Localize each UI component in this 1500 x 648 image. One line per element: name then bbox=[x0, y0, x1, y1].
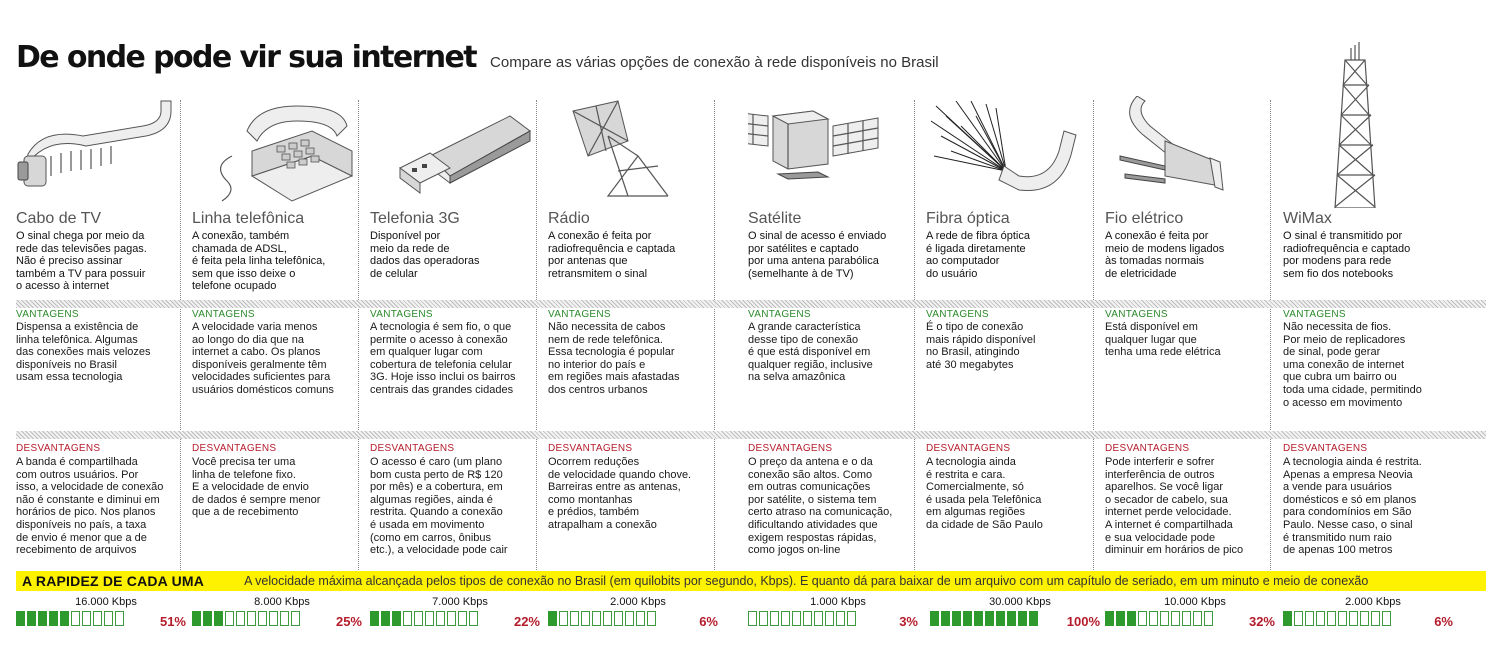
speed-kbps: 10.000 Kbps bbox=[1164, 596, 1226, 608]
speed-block bbox=[996, 611, 1005, 626]
speed-block bbox=[1338, 611, 1347, 626]
vantagens-label: VANTAGENS bbox=[748, 309, 811, 320]
speed-block bbox=[930, 611, 939, 626]
speed-block bbox=[1018, 611, 1027, 626]
column-title: Cabo de TV bbox=[16, 210, 102, 227]
column-title: Satélite bbox=[748, 210, 802, 227]
speed-block bbox=[814, 611, 823, 626]
vantagens-label: VANTAGENS bbox=[1283, 309, 1346, 320]
speed-block bbox=[1029, 611, 1038, 626]
transmission-tower-icon bbox=[1283, 40, 1461, 208]
speed-meter bbox=[1105, 596, 1283, 632]
speed-block bbox=[458, 611, 467, 626]
column-description: O sinal é transmitido por radiofrequência e captado por modens para rede sem fio dos notebooks bbox=[1283, 230, 1411, 280]
column-fibra-optica bbox=[926, 96, 1104, 570]
speed-block bbox=[82, 611, 91, 626]
speed-meter bbox=[548, 596, 726, 632]
speed-block bbox=[1138, 611, 1147, 626]
column-title: Fibra óptica bbox=[926, 210, 1010, 227]
column-fio-eletrico bbox=[1105, 96, 1283, 570]
speed-blocks bbox=[930, 611, 1038, 626]
speed-block bbox=[974, 611, 983, 626]
speed-block bbox=[614, 611, 623, 626]
telephone-icon bbox=[192, 96, 370, 208]
desvantagens-label: DESVANTAGENS bbox=[16, 443, 101, 454]
column-description: O sinal chega por meio da rede das televisões pagas. Não é preciso assinar também a TV para possuir o acesso à internet bbox=[16, 230, 147, 293]
speed-kbps: 30.000 Kbps bbox=[989, 596, 1051, 608]
speed-percent: 100% bbox=[1066, 614, 1100, 629]
desvantagens-text: Pode interferir e sofrer interferência de outros aparelhos. Se você ligar o secador de cabelo, sua internet perde velocidade. A internet é compartilhada e sua velocidade pode diminuir em horários de pico bbox=[1105, 456, 1244, 557]
vantagens-label: VANTAGENS bbox=[1105, 309, 1168, 320]
speed-block bbox=[192, 611, 201, 626]
speed-block bbox=[115, 611, 124, 626]
speed-block bbox=[1160, 611, 1169, 626]
speed-block bbox=[71, 611, 80, 626]
column-description: Disponível por meio da rede de dados das operadoras de celular bbox=[370, 230, 480, 280]
speed-block bbox=[1182, 611, 1191, 626]
speed-block bbox=[236, 611, 245, 626]
speed-block bbox=[792, 611, 801, 626]
speed-block bbox=[1127, 611, 1136, 626]
speed-block bbox=[1105, 611, 1114, 626]
column-title: Telefonia 3G bbox=[370, 210, 460, 227]
speed-block bbox=[603, 611, 612, 626]
usb-modem-icon bbox=[370, 96, 548, 208]
speed-block bbox=[1294, 611, 1303, 626]
speed-block bbox=[592, 611, 601, 626]
speed-block bbox=[985, 611, 994, 626]
speed-percent: 32% bbox=[1248, 614, 1275, 629]
vantagens-label: VANTAGENS bbox=[192, 309, 255, 320]
speed-block bbox=[748, 611, 757, 626]
vantagens-label: VANTAGENS bbox=[548, 309, 611, 320]
column-description: A conexão é feita por meio de modens ligados às tomadas normais de eletricidade bbox=[1105, 230, 1225, 280]
speed-block bbox=[1283, 611, 1292, 626]
speed-blocks bbox=[1105, 611, 1213, 626]
speed-blocks bbox=[548, 611, 656, 626]
speed-block bbox=[625, 611, 634, 626]
vantagens-text: Está disponível em qualquer lugar que tenha uma rede elétrica bbox=[1105, 321, 1221, 359]
speed-block bbox=[781, 611, 790, 626]
speed-meter bbox=[370, 596, 548, 632]
speed-block bbox=[1149, 611, 1158, 626]
speed-block bbox=[1360, 611, 1369, 626]
speed-block bbox=[1327, 611, 1336, 626]
speed-meter bbox=[1283, 596, 1461, 632]
speed-block bbox=[1305, 611, 1314, 626]
speed-block bbox=[60, 611, 69, 626]
desvantagens-text: A banda é compartilhada com outros usuários. Por isso, a velocidade de conexão não é constante e diminui em horários de pico. Nos planos disponíveis no país, a taxa de envio é menor que a de recebimento de arquivos bbox=[16, 456, 164, 557]
column-satelite bbox=[748, 96, 926, 570]
vantagens-text: A grande característica desse tipo de conexão é que está disponível em qualquer região, inclusive na selva amazônica bbox=[748, 321, 873, 384]
speed-meter bbox=[192, 596, 370, 632]
desvantagens-label: DESVANTAGENS bbox=[748, 443, 833, 454]
desvantagens-label: DESVANTAGENS bbox=[370, 443, 455, 454]
page-title: De onde pode vir sua internet bbox=[16, 40, 477, 75]
optical-fiber-icon bbox=[926, 96, 1104, 208]
speed-block bbox=[1382, 611, 1391, 626]
speed-block bbox=[581, 611, 590, 626]
column-wimax bbox=[1283, 96, 1461, 570]
radio-antenna-icon bbox=[548, 96, 726, 208]
header bbox=[16, 40, 939, 80]
speed-block bbox=[436, 611, 445, 626]
speed-meter bbox=[930, 596, 1108, 632]
speed-block bbox=[104, 611, 113, 626]
speed-block bbox=[392, 611, 401, 626]
desvantagens-label: DESVANTAGENS bbox=[192, 443, 277, 454]
speed-block bbox=[803, 611, 812, 626]
speed-block bbox=[559, 611, 568, 626]
speed-block bbox=[291, 611, 300, 626]
speed-blocks bbox=[1283, 611, 1391, 626]
vantagens-label: VANTAGENS bbox=[16, 309, 79, 320]
speed-block bbox=[636, 611, 645, 626]
speed-kbps: 2.000 Kbps bbox=[1345, 596, 1401, 608]
desvantagens-label: DESVANTAGENS bbox=[1105, 443, 1190, 454]
speed-block bbox=[836, 611, 845, 626]
speed-blocks bbox=[748, 611, 856, 626]
speed-percent: 22% bbox=[513, 614, 540, 629]
power-plug-icon bbox=[1105, 96, 1283, 208]
speed-block bbox=[963, 611, 972, 626]
vantagens-label: VANTAGENS bbox=[370, 309, 433, 320]
speed-block bbox=[1371, 611, 1380, 626]
vantagens-text: Dispensa a existência de linha telefônica. Algumas das conexões mais velozes disponíveis no Brasil usam essa tecnologia bbox=[16, 321, 151, 384]
column-title: Linha telefônica bbox=[192, 210, 305, 227]
speed-block bbox=[38, 611, 47, 626]
speed-percent: 6% bbox=[699, 614, 718, 629]
speed-block bbox=[1171, 611, 1180, 626]
speed-block bbox=[1116, 611, 1125, 626]
speed-block bbox=[381, 611, 390, 626]
speed-block bbox=[1349, 611, 1358, 626]
speed-block bbox=[952, 611, 961, 626]
satellite-icon bbox=[748, 96, 926, 208]
speed-block bbox=[16, 611, 25, 626]
vantagens-text: Não necessita de fios. Por meio de replicadores de sinal, pode gerar uma conexão de internet que cubra um bairro ou toda uma cidade, permitindo o acesso em movimento bbox=[1283, 321, 1422, 409]
speed-block bbox=[548, 611, 557, 626]
speed-block bbox=[647, 611, 656, 626]
speed-block bbox=[425, 611, 434, 626]
page-subtitle: Compare as várias opções de conexão à rede disponíveis no Brasil bbox=[490, 54, 939, 71]
speed-block bbox=[225, 611, 234, 626]
speed-block bbox=[258, 611, 267, 626]
speed-block bbox=[49, 611, 58, 626]
speed-block bbox=[203, 611, 212, 626]
speed-percent: 6% bbox=[1434, 614, 1453, 629]
column-telefonia-3g bbox=[370, 96, 548, 570]
speed-block bbox=[1193, 611, 1202, 626]
desvantagens-text: Você precisa ter uma linha de telefone fixo. E a velocidade de envio de dados é sempre menor que a de recebimento bbox=[192, 456, 321, 519]
speed-percent: 25% bbox=[335, 614, 362, 629]
speed-meter bbox=[16, 596, 194, 632]
speed-meter bbox=[748, 596, 926, 632]
desvantagens-text: O acesso é caro (um plano bom custa perto de R$ 120 por mês) e a cobertura, em algumas regiões, ainda é restrita. Quando a conexão é usada em movimento (como em carros, ônibus etc.), a velocidade pode cair bbox=[370, 456, 508, 557]
column-description: A rede de fibra óptica é ligada diretamente ao computador do usuário bbox=[926, 230, 1030, 280]
speed-kbps: 1.000 Kbps bbox=[810, 596, 866, 608]
desvantagens-label: DESVANTAGENS bbox=[926, 443, 1011, 454]
column-title: Rádio bbox=[548, 210, 590, 227]
speed-block bbox=[247, 611, 256, 626]
speed-block bbox=[570, 611, 579, 626]
column-description: A conexão, também chamada de ADSL, é feita pela linha telefônica, sem que isso deixe o telefone ocupado bbox=[192, 230, 326, 293]
speed-kbps: 7.000 Kbps bbox=[432, 596, 488, 608]
speed-percent: 3% bbox=[899, 614, 918, 629]
speed-block bbox=[403, 611, 412, 626]
desvantagens-text: A tecnologia ainda é restrita. Apenas a empresa Neovia a vende para usuários domésticos e só em planos para condomínios em São Paulo. Nesse caso, o sinal é transmitido num raio de apenas 100 metros bbox=[1283, 456, 1422, 557]
vantagens-text: Não necessita de cabos nem de rede telefônica. Essa tecnologia é popular no interior do país e em regiões mais afastadas dos centros urbanos bbox=[548, 321, 680, 396]
speed-section-description: A velocidade máxima alcançada pelos tipos de conexão no Brasil (em quilobits por segundo, Kbps). E quanto dá para baixar de um arquivo com um capítulo de seriado, em um minuto e meio de conexão bbox=[244, 574, 1369, 588]
speed-block bbox=[414, 611, 423, 626]
speed-block bbox=[825, 611, 834, 626]
desvantagens-text: O preço da antena e o da conexão são altos. Como em outras comunicações por satélite, o sistema tem certo atraso na comunicação, dificultando atividades que exigem respostas rápidas, como jogos on-line bbox=[748, 456, 893, 557]
desvantagens-text: Ocorrem reduções de velocidade quando chove. Barreiras entre as antenas, como montanhas e prédios, também atrapalham a conexão bbox=[548, 456, 692, 531]
column-title: WiMax bbox=[1283, 210, 1332, 227]
column-description: A conexão é feita por radiofrequência e captada por antenas que retransmitem o sinal bbox=[548, 230, 676, 280]
vantagens-text: É o tipo de conexão mais rápido disponível no Brasil, atingindo até 30 megabytes bbox=[926, 321, 1036, 371]
speed-block bbox=[269, 611, 278, 626]
column-description: O sinal de acesso é enviado por satélites e captado por uma antena parabólica (semelhante à de TV) bbox=[748, 230, 887, 280]
desvantagens-text: A tecnologia ainda é restrita e cara. Comercialmente, só é usada pela Telefônica em algumas regiões da cidade de São Paulo bbox=[926, 456, 1043, 531]
column-radio bbox=[548, 96, 726, 570]
speed-section-banner bbox=[16, 571, 1486, 591]
coaxial-cable-icon bbox=[16, 96, 194, 208]
desvantagens-label: DESVANTAGENS bbox=[1283, 443, 1368, 454]
speed-block bbox=[469, 611, 478, 626]
column-linha-telefonica bbox=[192, 96, 370, 570]
desvantagens-label: DESVANTAGENS bbox=[548, 443, 633, 454]
speed-block bbox=[1204, 611, 1213, 626]
speed-block bbox=[847, 611, 856, 626]
speed-blocks bbox=[16, 611, 124, 626]
speed-kbps: 2.000 Kbps bbox=[610, 596, 666, 608]
speed-kbps: 16.000 Kbps bbox=[75, 596, 137, 608]
vantagens-label: VANTAGENS bbox=[926, 309, 989, 320]
speed-block bbox=[759, 611, 768, 626]
speed-block bbox=[770, 611, 779, 626]
speed-block bbox=[1007, 611, 1016, 626]
column-cabo-de-tv bbox=[16, 96, 194, 570]
speed-blocks bbox=[370, 611, 478, 626]
speed-block bbox=[1316, 611, 1325, 626]
speed-block bbox=[214, 611, 223, 626]
speed-kbps: 8.000 Kbps bbox=[254, 596, 310, 608]
speed-blocks bbox=[192, 611, 300, 626]
speed-block bbox=[280, 611, 289, 626]
speed-section-title: A RAPIDEZ DE CADA UMA bbox=[22, 573, 205, 589]
speed-block bbox=[941, 611, 950, 626]
vantagens-text: A tecnologia é sem fio, o que permite o acesso à conexão em qualquer lugar com cobertura de telefonia celular 3G. Hoje isso inclui os bairros centrais das grandes cidades bbox=[370, 321, 516, 396]
speed-block bbox=[93, 611, 102, 626]
speed-percent: 51% bbox=[159, 614, 186, 629]
column-title: Fio elétrico bbox=[1105, 210, 1184, 227]
speed-block bbox=[447, 611, 456, 626]
vantagens-text: A velocidade varia menos ao longo do dia que na internet a cabo. Os planos disponíveis geralmente têm velocidades suficientes para usuários domésticos comuns bbox=[192, 321, 334, 396]
speed-block bbox=[27, 611, 36, 626]
speed-block bbox=[370, 611, 379, 626]
